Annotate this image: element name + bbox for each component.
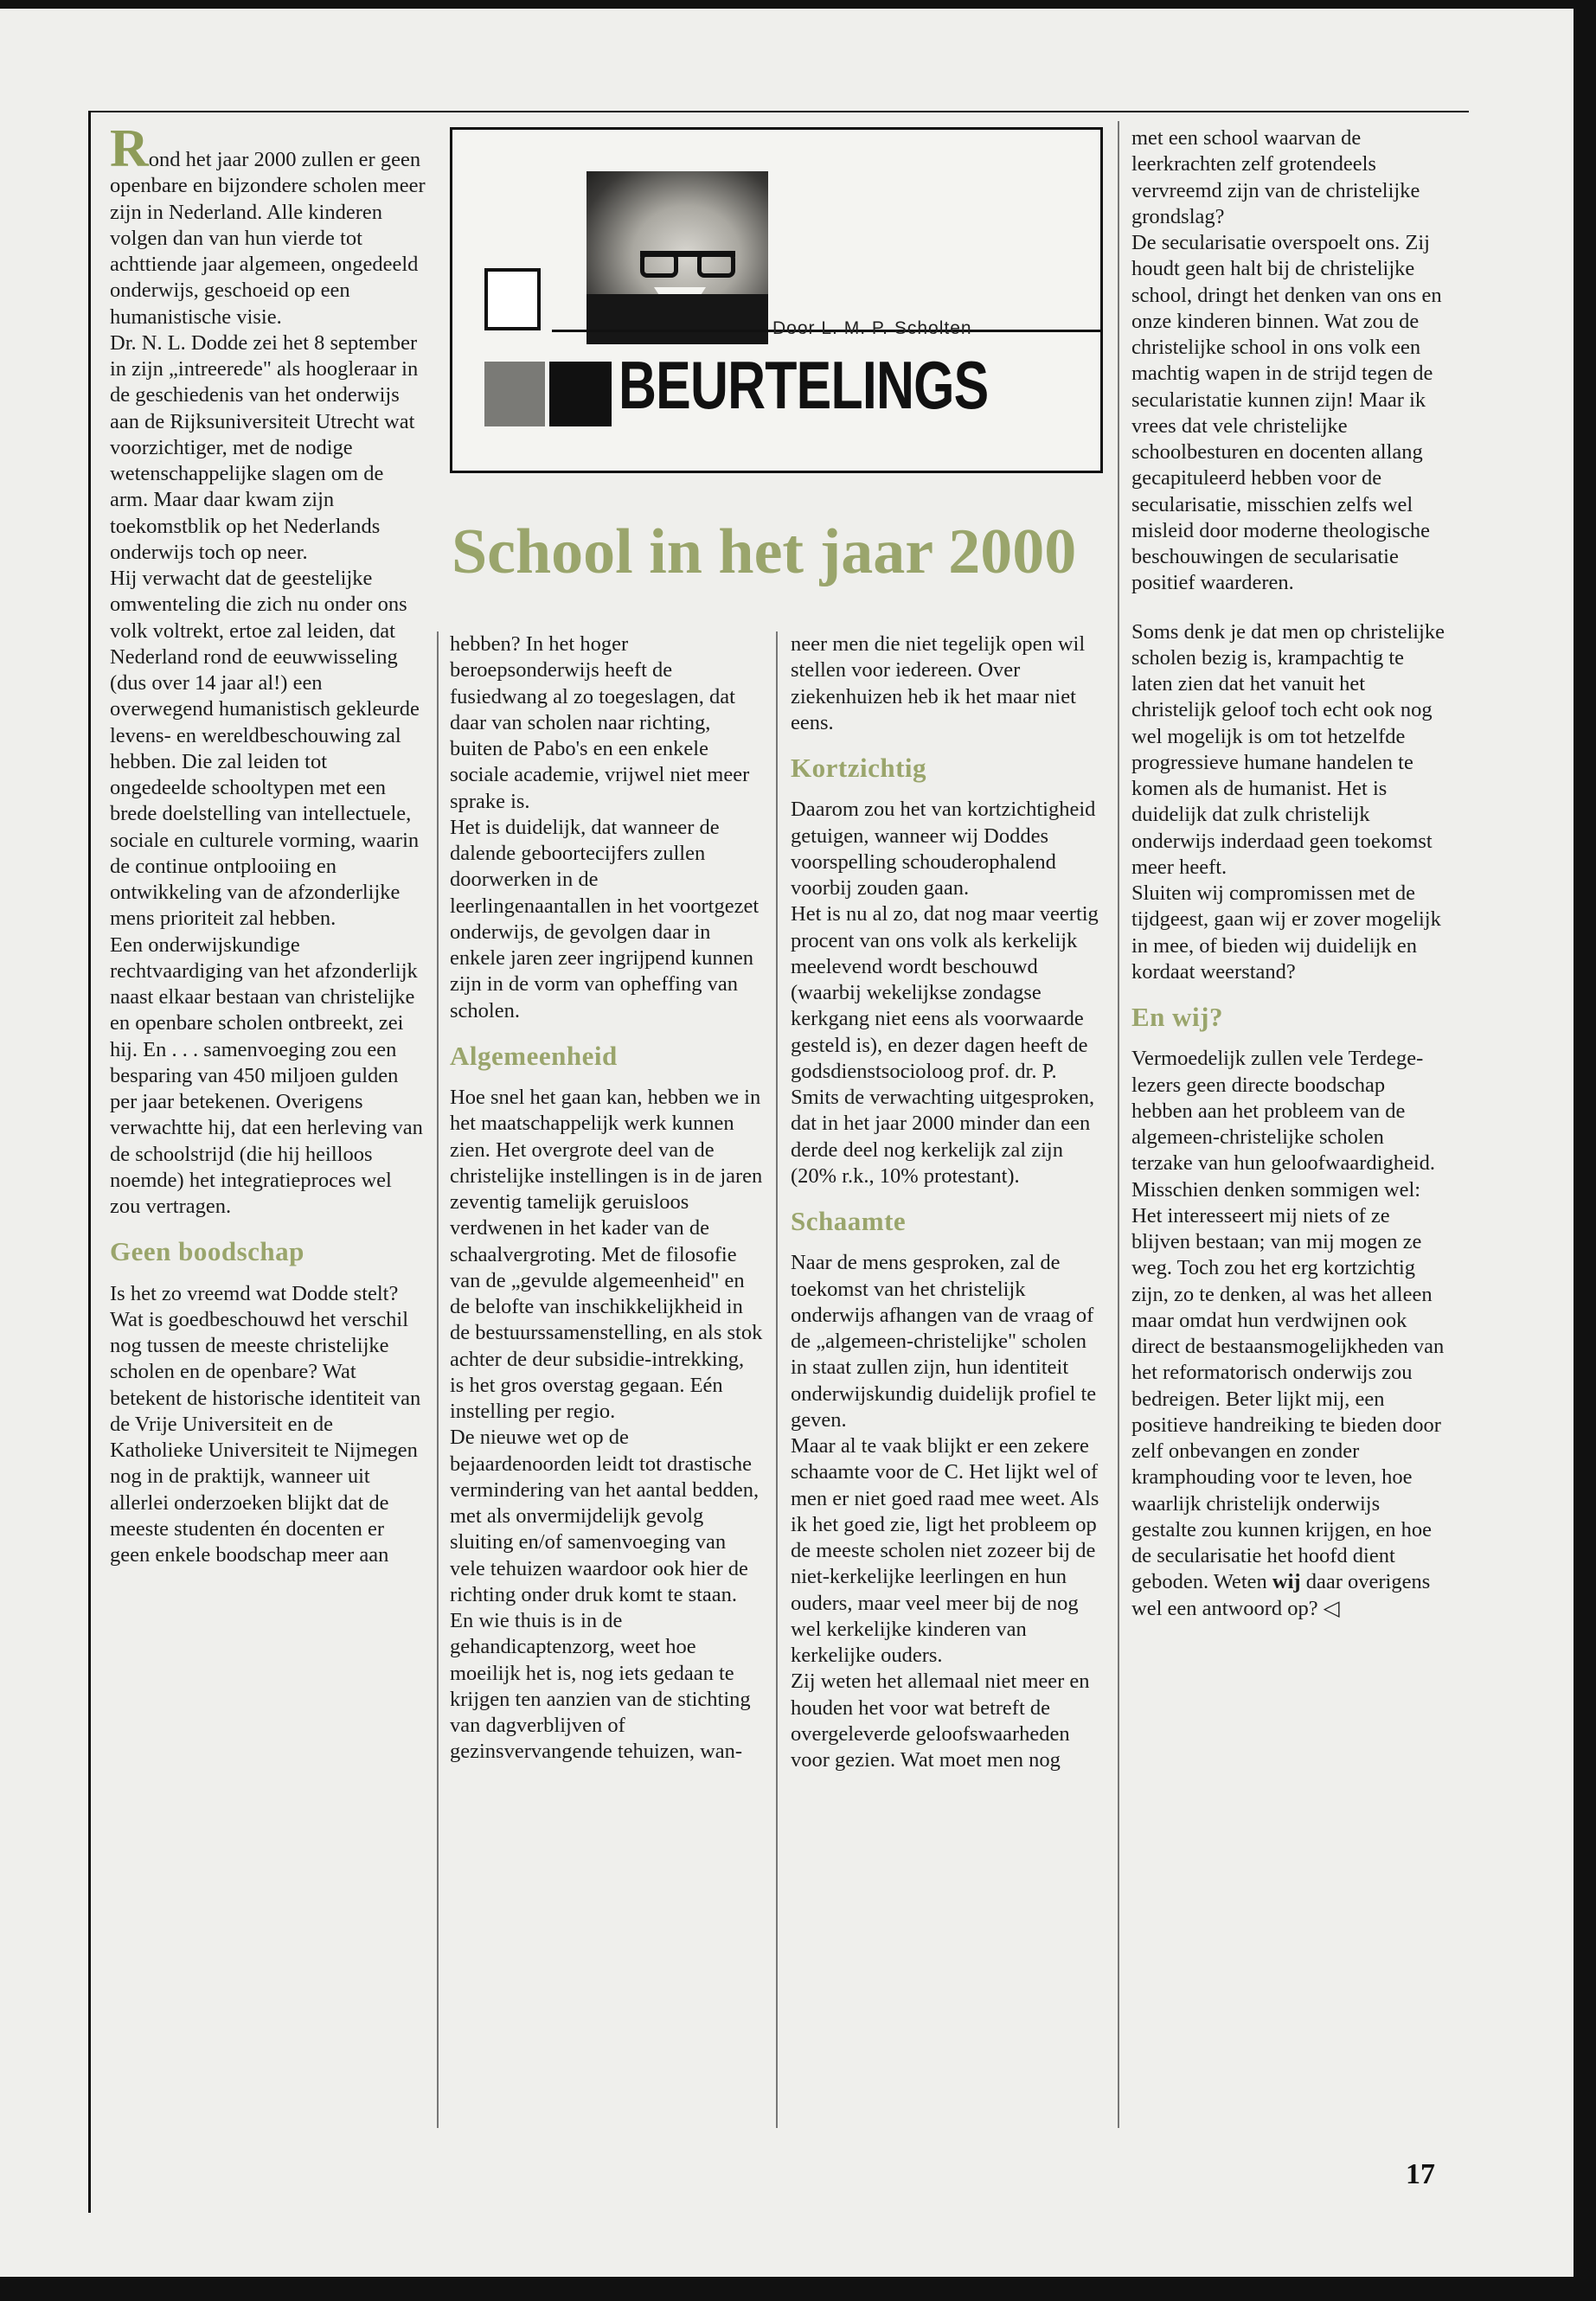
subheading-geen-boodschap: Geen boodschap [110, 1236, 304, 1267]
paragraph [1131, 1046, 1445, 1622]
subheading-algemeenheid: Algemeenheid [450, 1040, 618, 1071]
jacket-shape [586, 294, 768, 344]
subheading-en-wij: En wij? [1131, 1002, 1223, 1032]
paragraph: Hoe snel het gaan kan, hebben we in het maatschappelijk werk kunnen zien. Het overgrote deel van de christelijke instellingen is in de jaren zeventig tamelijk geruisloos verdwenen in het kader van de schaalvergroting. Met de filosofie van de „gevulde algemeenheid" en de belofte van inschikkelijkheid in de bestuurssamenstelling, en als stok achter de deur subsidie-intrekking, is het gros overstag gegaan. Eén instelling per regio. [450, 1086, 763, 1424]
paragraph: Naar de mens gesproken, zal de toekomst van het christelijk onderwijs afhangen van de vraag of de „algemeen-christelijke" scholen in staat zullen zijn, hun identiteit onderwijskundig duidelijk profiel te geven. [791, 1251, 1097, 1432]
paragraph: met een school waarvan de leerkrachten zelf grotendeels vervreemd zijn van de christelijke grondslag? [1131, 126, 1420, 228]
glasses-shape [640, 251, 735, 286]
paragraph: hebben? In het hoger beroepsonderwijs heeft de fusiedwang al zo toegeslagen, dat daar van scholen naar richting, buiten de Pabo's en een enkele sociale academie, vrijwel niet meer sprake is. [450, 632, 750, 813]
paragraph: Soms denk je dat men op christelijke scholen bezig is, krampachtig te laten zien dat het vanuit het christelijk geloof toch echt ook nog wel mogelijk is om tot hetzelfde progressieve humane handelen te komen als de humanist. Het is duidelijk dat zulk christelijk onderwijs inderdaad geen toekomst meer heeft. [1131, 619, 1445, 879]
paragraph: Maar al te vaak blijkt er een zekere schaamte voor de C. Het lijkt wel of men er niet goed raad mee weet. Als ik het goed zie, ligt het probleem op de meeste scholen niet zozeer bij de niet-kerkelijke leerlingen en hun ouders, maar veel meer bij de nog wel kerkelijke kinderen van kerkelijke ouders. [791, 1434, 1099, 1668]
column-rule-2 [776, 631, 778, 2128]
author-byline: Door L. M. P. Scholten [772, 318, 972, 338]
column-4 [1131, 125, 1445, 1622]
series-title: BEURTELINGS [619, 347, 989, 423]
paragraph: Een onderwijskundige rechtvaardiging van het afzonderlijk naast elkaar bestaan van christelijke en openbare scholen ontbreekt, zei hij. En . . . samenvoeging zou een besparing van 450 miljoen gulden per jaar betekenen. Overigens verwachtte hij, dat een herleving van de schoolstrijd (die hij heilloos noemde) het integratieproces wel zou vertragen. [110, 933, 423, 1218]
column-rule-1 [437, 631, 439, 2128]
column-1 [110, 119, 426, 1568]
scan-border-bottom [0, 2277, 1596, 2301]
paragraph: De secularisatie overspoelt ons. Zij houdt geen halt bij de christelijke school, dringt het denken van ons en onze kinderen binnen. Wat zou de christelijke school in ons volk een machtig wapen in de strijd tegen de secularistatie kunnen zijn! Maar ik vrees dat vele christelijke schoolbesturen en docenten allang gecapituleerd hebben voor de secularisatie, misschien zelfs wel misleid door moderne theologische beschouwingen de secularisatie positief waarderen. [1131, 231, 1442, 595]
column-header-box [450, 127, 1103, 473]
paragraph: Daarom zou het van kortzichtigheid getuigen, wanneer wij Doddes voorspelling schouderophalend voorbij zouden gaan. [791, 798, 1096, 901]
gray-square-ornament [484, 362, 545, 426]
subheading-kortzichtig: Kortzichtig [791, 753, 927, 783]
paragraph: Hij verwacht dat de geestelijke omwenteling die zich nu onder ons volk voltrekt, ertoe zal leiden, dat Nederland rond de eeuwwisseling (dus over 14 jaar al!) een overwegend humanistisch gekleurde levens- en wereldbeschouwing zal hebben. Die zal leiden tot ongedeelde schooltypen met een brede doelstelling van intellectuele, sociale en culturele vorming, waarin de continue ontplooiing en ontwikkeling van de afzonderlijke mens prioriteit zal hebben. [110, 567, 420, 931]
subheading-schaamte: Schaamte [791, 1206, 907, 1237]
outline-square-ornament [484, 268, 541, 330]
column-2 [450, 631, 763, 1766]
paragraph: De nieuwe wet op de bejaardenoorden leidt tot drastische vermindering van het aantal bedden, met als onvermijdelijk gevolg sluiting en/of samenvoeging van vele tehuizen waardoor ook hier de richting onder druk komt te staan. En wie thuis is in de gehandicaptenzorg, weet hoe moeilijk het is, nog iets gedaan te krijgen ten aanzien van de stichting van dagverblijven of gezinsvervangende tehuizen, wan- [450, 1426, 760, 1764]
paragraph: Is het zo vreemd wat Dodde stelt? Wat is goedbeschouwd het verschil nog tussen de meeste christelijke scholen en de openbare? Wat betekent de historische identiteit van de Vrije Universiteit en de Katholieke Universiteit te Nijmegen nog in de praktijk, wanneer uit allerlei onderzoeken blijkt dat de meeste studenten én docenten er geen enkele boodschap meer aan [110, 1281, 421, 1567]
paragraph: Zij weten het allemaal niet meer en houden het voor wat betreft de overgeleverde geloofswaarheden voor gezien. Wat moet men nog [791, 1670, 1090, 1772]
paragraph: Het is duidelijk, dat wanneer de dalende geboortecijfers zullen doorwerken in de leerlingenaantallen in het voortgezet onderwijs, de gevolgen daar in enkele jaren zeer ingrijpend kunnen zijn in de vorm van opheffing van scholen. [450, 815, 760, 1022]
author-photo [586, 171, 768, 344]
paragraph: Sluiten wij compromissen met de tijdgeest, gaan wij er zover mogelijk in mee, of bieden wij duidelijk en kordaat weerstand? [1131, 881, 1441, 984]
paragraph [110, 119, 426, 330]
column-3 [791, 631, 1106, 1773]
column-rule-3 [1118, 121, 1119, 2128]
page-number: 17 [1406, 2158, 1435, 2190]
paragraph-text: Vermoedelijk zullen vele Terdege-lezers geen directe boodschap hebben aan het probleem van de algemeen-christelijke scholen terzake van hun geloofwaardigheid. Misschien denken sommigen wel: Het interesseert mij niets of ze blijven bestaan; van mij mogen ze weg. Toch zou het erg kortzichtig zijn, zo te denken, al was het alleen maar omdat hun verdwijnen ook direct de bestaansmogelijkheden van het reformatorisch onderwijs zou bedreigen. Beter lijkt mij, een positieve handreiking te bieden door zelf onbevangen en zonder kramphouding voor te leven, hoe waarlijk christelijk onderwijs gestalte zou kunnen krijgen, en hoe de secularisatie het hoofd dient geboden. Weten [1131, 1047, 1445, 1594]
emphasis: wij [1272, 1570, 1301, 1594]
paragraph: Het is nu al zo, dat nog maar veertig procent van ons volk als kerkelijk meelevend wordt beschouwd (waarbij wekelijkse zondagse kerkgang niet eens als voorwaarde gesteld is), en dezer dagen heeft de godsdienstsocioloog prof. dr. P. Smits de verwachting uitgesproken, dat in het jaar 2000 minder dan een derde deel nog kerkelijk zal zijn (20% r.k., 10% protestant). [791, 902, 1099, 1188]
paragraph: neer men die niet tegelijk open wil stellen voor iedereen. Over ziekenhuizen heb ik het maar niet eens. [791, 632, 1086, 734]
drop-cap: R [110, 119, 149, 178]
scan-border-right [1574, 0, 1596, 2301]
paragraph-text-end: daar overigens wel een antwoord op? ◁ [1131, 1570, 1431, 1620]
paragraph: Dr. N. L. Dodde zei het 8 september in zijn „intreerede" als hoogleraar in de geschiedenis van het onderwijs aan de Rijksuniversiteit Utrecht wat voorzichtiger, met de nodige wetenschappelijke slagen om de arm. Maar daar kwam zijn toekomstblik op het Nederlands onderwijs toch op neer. [110, 330, 419, 564]
black-square-ornament [549, 362, 612, 426]
paragraph-text: ond het jaar 2000 zullen er geen openbare en bijzondere scholen meer zijn in Nederland. Alle kinderen volgen dan van hun vierde tot achttiende jaar algemeen, ongedeeld onderwijs, geschoeid op een humanistische visie. [110, 148, 426, 329]
article-title: School in het jaar 2000 [452, 516, 1077, 587]
scan-border-top [0, 0, 1596, 9]
